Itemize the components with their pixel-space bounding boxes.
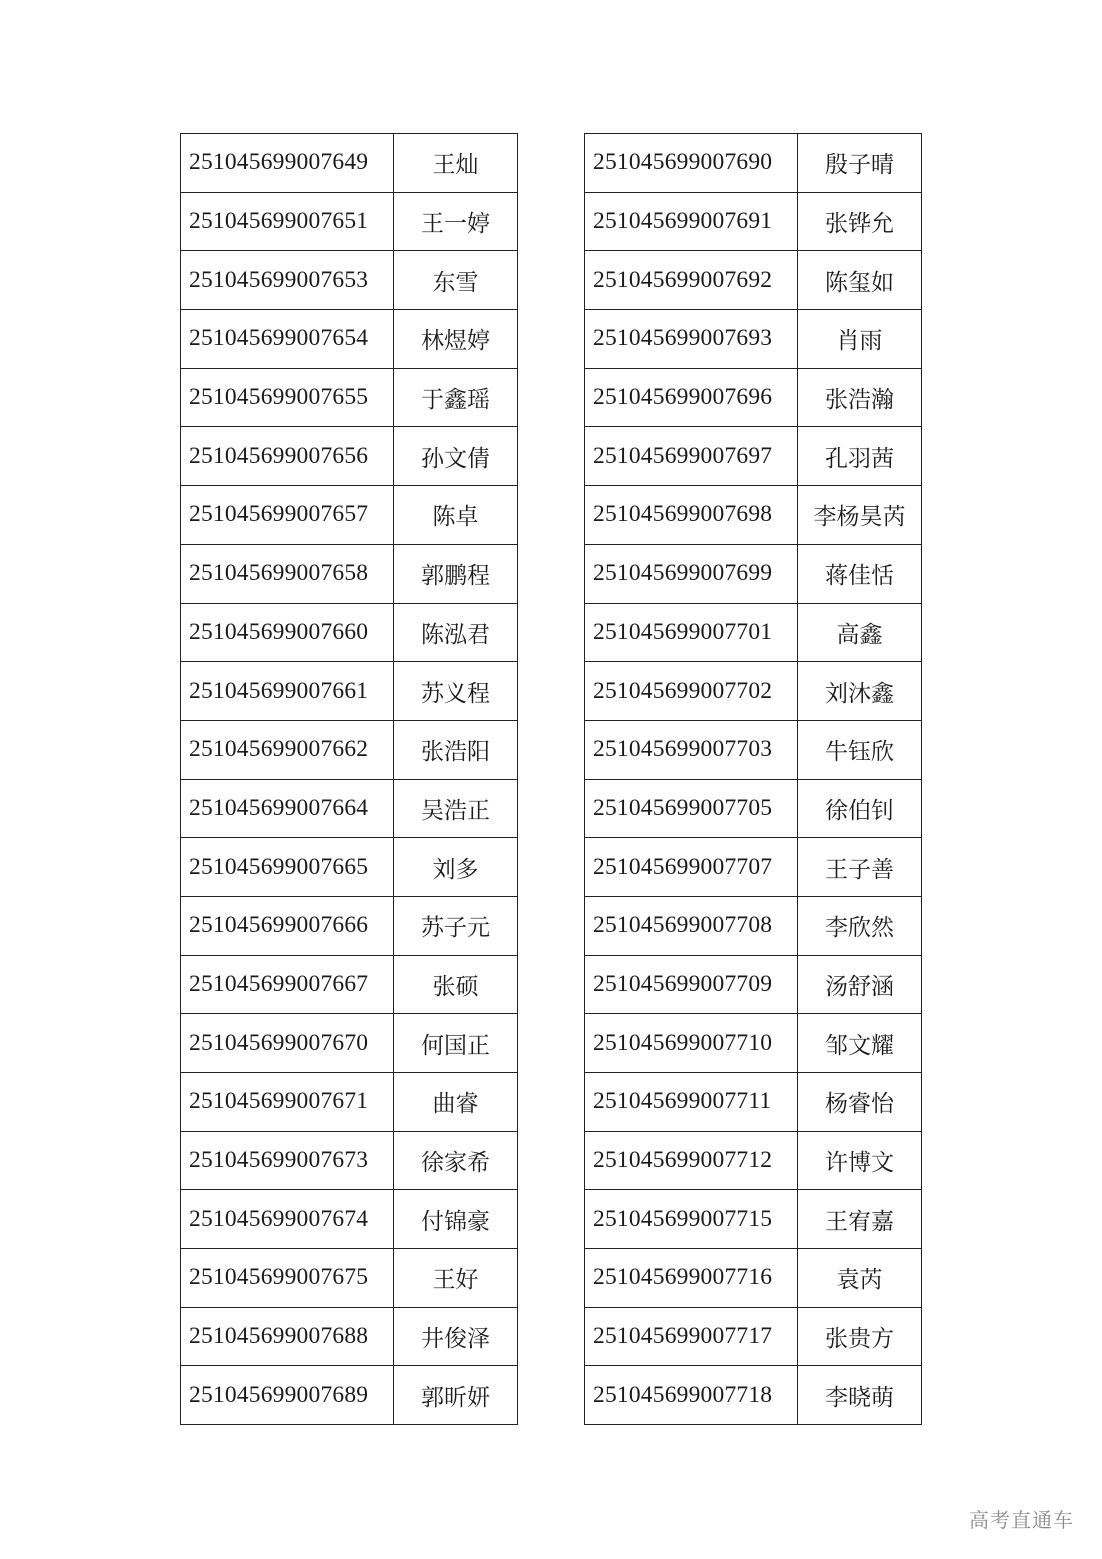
table-row	[585, 544, 922, 603]
candidate-name: 王一婷	[394, 192, 518, 251]
table-row	[181, 134, 518, 193]
candidate-name: 吴浩正	[394, 779, 518, 838]
roster-table-left	[180, 133, 518, 1425]
candidate-name: 王宥嘉	[798, 1190, 922, 1249]
table-row	[181, 603, 518, 662]
table-row	[585, 486, 922, 545]
table-row	[585, 1366, 922, 1425]
candidate-id: 251045699007707	[585, 838, 798, 897]
candidate-id: 251045699007662	[181, 720, 394, 779]
candidate-name: 张铧允	[798, 192, 922, 251]
candidate-name: 王好	[394, 1249, 518, 1308]
table-row	[585, 1190, 922, 1249]
candidate-id: 251045699007718	[585, 1366, 798, 1425]
table-row	[181, 544, 518, 603]
candidate-id: 251045699007692	[585, 251, 798, 310]
candidate-id: 251045699007708	[585, 896, 798, 955]
candidate-name: 张浩瀚	[798, 368, 922, 427]
table-row	[585, 192, 922, 251]
candidate-name: 徐伯钊	[798, 779, 922, 838]
candidate-id: 251045699007670	[181, 1014, 394, 1073]
candidate-name: 刘沐鑫	[798, 662, 922, 721]
candidate-id: 251045699007657	[181, 486, 394, 545]
candidate-name: 李晓萌	[798, 1366, 922, 1425]
candidate-id: 251045699007717	[585, 1307, 798, 1366]
table-row	[181, 1073, 518, 1132]
candidate-id: 251045699007715	[585, 1190, 798, 1249]
roster-table-right-body	[585, 134, 922, 1425]
candidate-name: 牛钰欣	[798, 720, 922, 779]
roster-table-right	[584, 133, 922, 1425]
table-row	[585, 251, 922, 310]
candidate-name: 张浩阳	[394, 720, 518, 779]
table-row	[181, 486, 518, 545]
table-row	[181, 1307, 518, 1366]
roster-table-left-body	[181, 134, 518, 1425]
table-row	[585, 955, 922, 1014]
table-row	[181, 838, 518, 897]
candidate-id: 251045699007665	[181, 838, 394, 897]
table-row	[181, 720, 518, 779]
candidate-id: 251045699007664	[181, 779, 394, 838]
candidate-name: 李杨昊芮	[798, 486, 922, 545]
candidate-name: 邹文耀	[798, 1014, 922, 1073]
candidate-name: 陈卓	[394, 486, 518, 545]
candidate-name: 何国正	[394, 1014, 518, 1073]
table-row	[181, 1366, 518, 1425]
candidate-id: 251045699007699	[585, 544, 798, 603]
candidate-name: 苏义程	[394, 662, 518, 721]
candidate-id: 251045699007656	[181, 427, 394, 486]
candidate-name: 刘多	[394, 838, 518, 897]
candidate-id: 251045699007660	[181, 603, 394, 662]
table-row	[181, 251, 518, 310]
table-row	[585, 1073, 922, 1132]
candidate-name: 王灿	[394, 134, 518, 193]
candidate-id: 251045699007693	[585, 310, 798, 369]
table-row	[181, 896, 518, 955]
candidate-id: 251045699007658	[181, 544, 394, 603]
table-row	[585, 662, 922, 721]
candidate-name: 李欣然	[798, 896, 922, 955]
table-row	[585, 720, 922, 779]
candidate-id: 251045699007705	[585, 779, 798, 838]
candidate-name: 孙文倩	[394, 427, 518, 486]
table-row	[585, 368, 922, 427]
candidate-name: 陈泓君	[394, 603, 518, 662]
candidate-name: 苏子元	[394, 896, 518, 955]
candidate-name: 杨睿怡	[798, 1073, 922, 1132]
table-row	[585, 1131, 922, 1190]
table-row	[585, 779, 922, 838]
table-row	[181, 1014, 518, 1073]
candidate-id: 251045699007673	[181, 1131, 394, 1190]
table-row	[585, 427, 922, 486]
candidate-id: 251045699007654	[181, 310, 394, 369]
table-row	[181, 662, 518, 721]
candidate-name: 王子善	[798, 838, 922, 897]
candidate-id: 251045699007653	[181, 251, 394, 310]
table-row	[181, 427, 518, 486]
candidate-id: 251045699007671	[181, 1073, 394, 1132]
candidate-id: 251045699007711	[585, 1073, 798, 1132]
candidate-id: 251045699007698	[585, 486, 798, 545]
table-row	[181, 192, 518, 251]
table-row	[181, 779, 518, 838]
candidate-name: 汤舒涵	[798, 955, 922, 1014]
candidate-id: 251045699007701	[585, 603, 798, 662]
candidate-id: 251045699007666	[181, 896, 394, 955]
candidate-name: 井俊泽	[394, 1307, 518, 1366]
table-row	[181, 1131, 518, 1190]
candidate-id: 251045699007651	[181, 192, 394, 251]
table-row	[585, 896, 922, 955]
candidate-name: 肖雨	[798, 310, 922, 369]
candidate-id: 251045699007675	[181, 1249, 394, 1308]
candidate-id: 251045699007691	[585, 192, 798, 251]
candidate-id: 251045699007689	[181, 1366, 394, 1425]
candidate-name: 孔羽茜	[798, 427, 922, 486]
candidate-name: 许博文	[798, 1131, 922, 1190]
candidate-name: 高鑫	[798, 603, 922, 662]
candidate-id: 251045699007688	[181, 1307, 394, 1366]
candidate-name: 于鑫瑶	[394, 368, 518, 427]
candidate-name: 蒋佳恬	[798, 544, 922, 603]
candidate-name: 郭鹏程	[394, 544, 518, 603]
candidate-id: 251045699007674	[181, 1190, 394, 1249]
candidate-name: 曲睿	[394, 1073, 518, 1132]
table-row	[585, 1014, 922, 1073]
table-row	[585, 310, 922, 369]
table-row	[585, 603, 922, 662]
candidate-id: 251045699007697	[585, 427, 798, 486]
table-row	[585, 838, 922, 897]
candidate-id: 251045699007649	[181, 134, 394, 193]
candidate-id: 251045699007710	[585, 1014, 798, 1073]
candidate-name: 徐家希	[394, 1131, 518, 1190]
candidate-id: 251045699007702	[585, 662, 798, 721]
candidate-name: 东雪	[394, 251, 518, 310]
candidate-name: 袁芮	[798, 1249, 922, 1308]
candidate-id: 251045699007661	[181, 662, 394, 721]
watermark-text: 高考直通车	[969, 1508, 1074, 1532]
candidate-id: 251045699007667	[181, 955, 394, 1014]
candidate-name: 林煜婷	[394, 310, 518, 369]
candidate-id: 251045699007716	[585, 1249, 798, 1308]
candidate-id: 251045699007703	[585, 720, 798, 779]
table-row	[181, 955, 518, 1014]
candidate-id: 251045699007690	[585, 134, 798, 193]
table-row	[181, 1249, 518, 1308]
table-row	[181, 1190, 518, 1249]
candidate-id: 251045699007655	[181, 368, 394, 427]
table-row	[181, 368, 518, 427]
candidate-name: 张贵方	[798, 1307, 922, 1366]
table-row	[181, 310, 518, 369]
table-row	[585, 134, 922, 193]
table-row	[585, 1307, 922, 1366]
candidate-id: 251045699007709	[585, 955, 798, 1014]
candidate-id: 251045699007696	[585, 368, 798, 427]
candidate-name: 付锦豪	[394, 1190, 518, 1249]
table-row	[585, 1249, 922, 1308]
candidate-name: 陈玺如	[798, 251, 922, 310]
candidate-name: 殷子晴	[798, 134, 922, 193]
candidate-id: 251045699007712	[585, 1131, 798, 1190]
candidate-name: 郭昕妍	[394, 1366, 518, 1425]
candidate-name: 张硕	[394, 955, 518, 1014]
